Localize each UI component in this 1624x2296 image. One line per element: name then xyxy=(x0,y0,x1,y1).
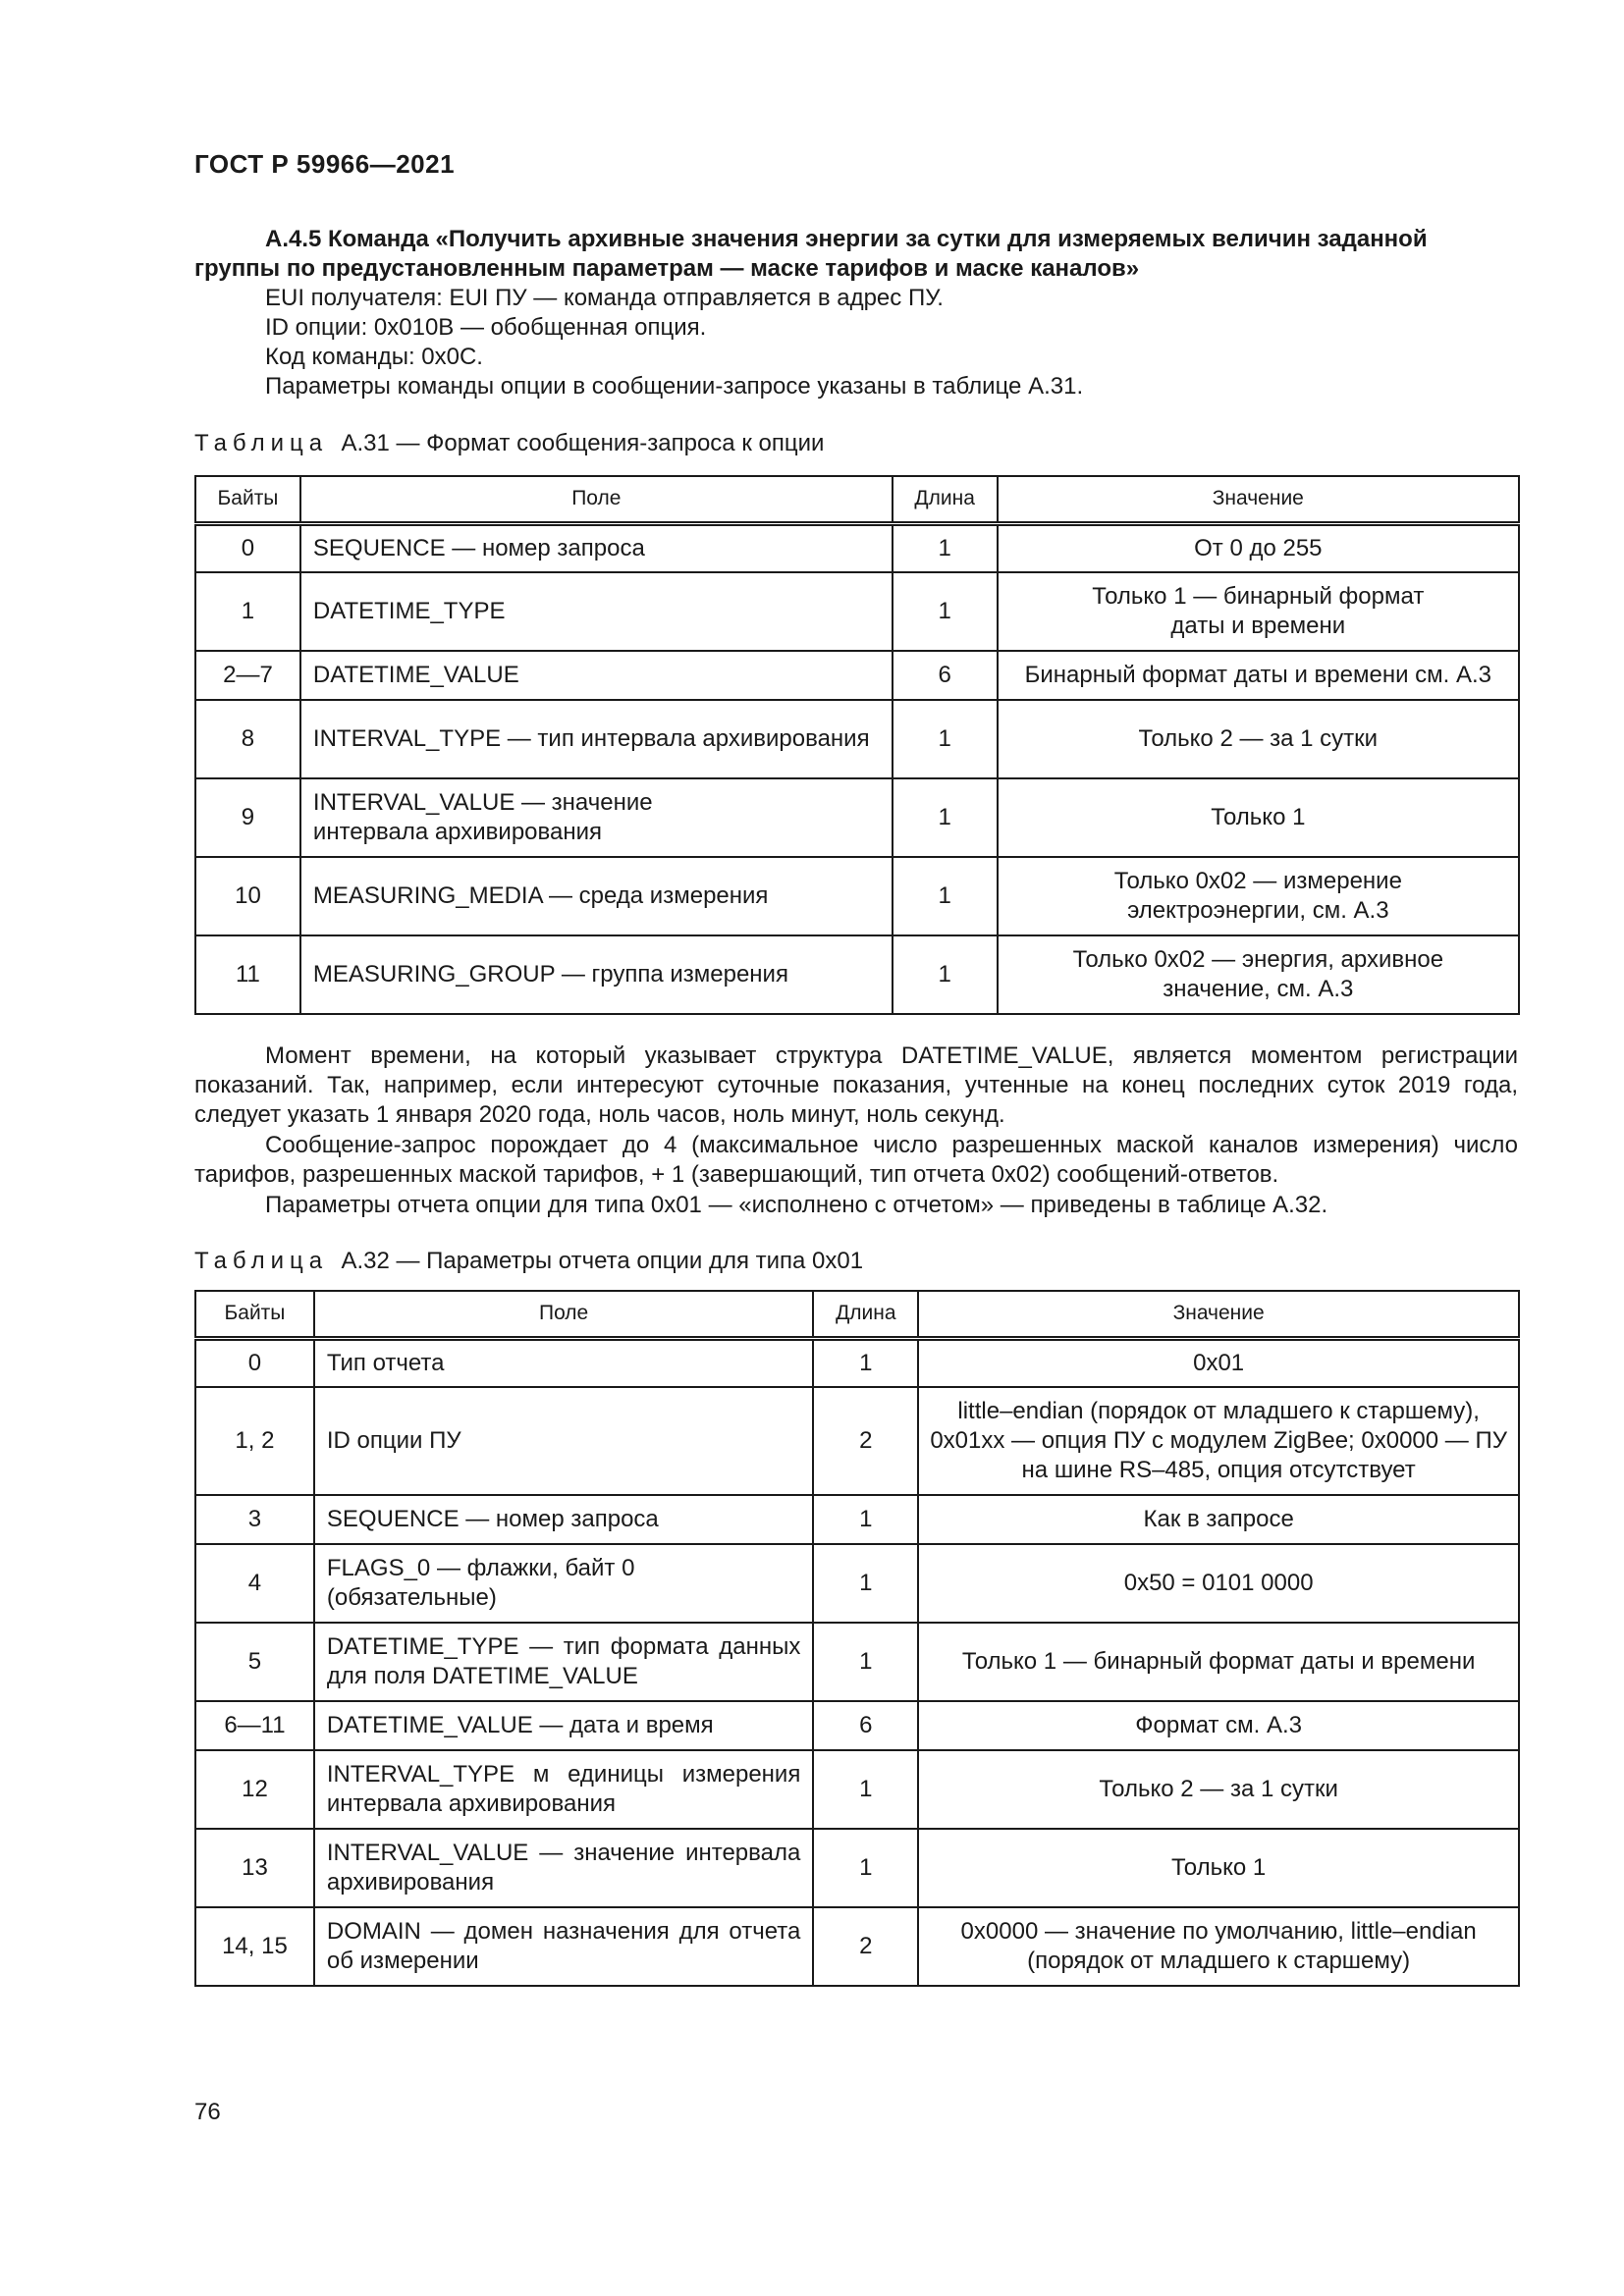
cell-value: Только 1 xyxy=(918,1829,1519,1907)
cell-field: FLAGS_0 — флажки, байт 0 (обязательные) xyxy=(314,1544,813,1623)
cell-field: DATETIME_VALUE xyxy=(300,651,893,700)
cell-field: INTERVAL_TYPE — тип интервала архивирования xyxy=(300,700,893,778)
cell-length: 2 xyxy=(813,1907,918,1986)
table-row xyxy=(195,1750,1519,1829)
table-row xyxy=(195,700,1519,778)
cell-bytes: 2—7 xyxy=(195,651,300,700)
cell-value: От 0 до 255 xyxy=(998,523,1519,572)
cell-value: Только 1 — бинарный формат даты и времени xyxy=(998,572,1519,651)
column-header: Длина xyxy=(813,1291,918,1338)
table-caption-text: А.31 — Формат сообщения-запроса к опции xyxy=(341,430,825,456)
table-row xyxy=(195,1829,1519,1907)
page-number: 76 xyxy=(194,2099,221,2125)
cell-bytes: 0 xyxy=(195,1338,314,1387)
cell-length: 1 xyxy=(893,935,998,1014)
cell-field: DATETIME_TYPE — тип формата данных для поля DATETIME_VALUE xyxy=(314,1623,813,1701)
cell-value: Бинарный формат даты и времени см. А.3 xyxy=(998,651,1519,700)
cell-field: INTERVAL_VALUE — значение интервала архивирования xyxy=(314,1829,813,1907)
cell-bytes: 5 xyxy=(195,1623,314,1701)
cell-length: 6 xyxy=(893,651,998,700)
table-row xyxy=(195,1701,1519,1750)
cell-value: Как в запросе xyxy=(918,1495,1519,1544)
cell-bytes: 0 xyxy=(195,523,300,572)
table-row xyxy=(195,1387,1519,1495)
cell-field: ID опции ПУ xyxy=(314,1387,813,1495)
column-header: Байты xyxy=(195,1291,314,1338)
cell-bytes: 12 xyxy=(195,1750,314,1829)
cell-value: Только 0x02 — энергия, архивное значение, см. А.3 xyxy=(998,935,1519,1014)
body-paragraph: Параметры отчета опции для типа 0x01 — «исполнено с отчетом» — приведены в таблице А.32. xyxy=(265,1192,1328,1218)
table-row xyxy=(195,1907,1519,1986)
standard-header: ГОСТ Р 59966—2021 xyxy=(194,149,456,179)
cell-value: Только 0x02 — измерение электроэнергии, см. А.3 xyxy=(998,857,1519,935)
cell-bytes: 13 xyxy=(195,1829,314,1907)
cell-field: INTERVAL_VALUE — значение интервала архивирования xyxy=(300,778,893,857)
column-header: Длина xyxy=(893,476,998,523)
cell-field: INTERVAL_TYPE м единицы измерения интервала архивирования xyxy=(314,1750,813,1829)
table-row xyxy=(195,935,1519,1014)
section-line: Код команды: 0x0C. xyxy=(265,344,483,370)
cell-bytes: 4 xyxy=(195,1544,314,1623)
column-header: Поле xyxy=(314,1291,813,1338)
cell-field: MEASURING_MEDIA — среда измерения xyxy=(300,857,893,935)
table-caption-word: Таблица xyxy=(194,430,329,456)
table-row xyxy=(195,778,1519,857)
cell-value: Только 1 xyxy=(998,778,1519,857)
cell-length: 1 xyxy=(813,1623,918,1701)
cell-bytes: 11 xyxy=(195,935,300,1014)
cell-bytes: 9 xyxy=(195,778,300,857)
table-row xyxy=(195,1338,1519,1387)
cell-field: Тип отчета xyxy=(314,1338,813,1387)
cell-bytes: 6—11 xyxy=(195,1701,314,1750)
cell-bytes: 3 xyxy=(195,1495,314,1544)
cell-bytes: 14, 15 xyxy=(195,1907,314,1986)
table-row xyxy=(195,523,1519,572)
cell-length: 1 xyxy=(893,700,998,778)
column-header: Поле xyxy=(300,476,893,523)
cell-field: SEQUENCE — номер запроса xyxy=(300,523,893,572)
table-row xyxy=(195,857,1519,935)
column-header: Значение xyxy=(918,1291,1519,1338)
cell-length: 2 xyxy=(813,1387,918,1495)
cell-bytes: 1, 2 xyxy=(195,1387,314,1495)
cell-length: 1 xyxy=(893,778,998,857)
table-caption xyxy=(194,1247,863,1276)
section-line: EUI получателя: EUI ПУ — команда отправляется в адрес ПУ. xyxy=(265,285,944,311)
cell-length: 1 xyxy=(813,1544,918,1623)
table-row xyxy=(195,1544,1519,1623)
cell-length: 1 xyxy=(813,1495,918,1544)
cell-value: little–endian (порядок от младшего к старшему), 0x01xx — опция ПУ с модулем ZigBee; 0x0000 — ПУ на шине RS–485, опция отсутствует xyxy=(918,1387,1519,1495)
cell-length: 6 xyxy=(813,1701,918,1750)
cell-value: 0x0000 — значение по умолчанию, little–endian (порядок от младшего к старшему) xyxy=(918,1907,1519,1986)
body-paragraph: Сообщение-запрос порождает до 4 (максимальное число разрешенных маской каналов измерения) число тарифов, разрешенных маской тарифов, + 1 (завершающий, тип отчета 0x02) сообщений-ответов. xyxy=(194,1132,1518,1188)
cell-bytes: 10 xyxy=(195,857,300,935)
table-row xyxy=(195,572,1519,651)
cell-value: 0x01 xyxy=(918,1338,1519,1387)
section-line: ID опции: 0x010B — обобщенная опция. xyxy=(265,314,707,341)
body-paragraph: Момент времени, на который указывает структура DATETIME_VALUE, является моментом регистрации показаний. Так, например, если интересуют суточные показания, учтенные на конец последних суток 2019 года, следует указать 1 января 2020 года, ноль часов, ноль минут, ноль секунд. xyxy=(194,1042,1518,1128)
cell-bytes: 1 xyxy=(195,572,300,651)
cell-value: Только 2 — за 1 сутки xyxy=(998,700,1519,778)
cell-length: 1 xyxy=(893,857,998,935)
cell-value: 0x50 = 0101 0000 xyxy=(918,1544,1519,1623)
cell-field: DATETIME_TYPE xyxy=(300,572,893,651)
cell-length: 1 xyxy=(813,1750,918,1829)
column-header: Значение xyxy=(998,476,1519,523)
cell-value: Только 1 — бинарный формат даты и времени xyxy=(918,1623,1519,1701)
cell-length: 1 xyxy=(893,572,998,651)
cell-field: MEASURING_GROUP — группа измерения xyxy=(300,935,893,1014)
cell-bytes: 8 xyxy=(195,700,300,778)
cell-value: Формат см. А.3 xyxy=(918,1701,1519,1750)
cell-length: 1 xyxy=(813,1338,918,1387)
table-caption-word: Таблица xyxy=(194,1248,329,1274)
table-caption xyxy=(194,429,824,458)
cell-field: SEQUENCE — номер запроса xyxy=(314,1495,813,1544)
section-heading: А.4.5 Команда «Получить архивные значения энергии за сутки для измеряемых величин заданной группы по предустановленным параметрам — маске тарифов и маске каналов» xyxy=(194,226,1428,282)
cell-value: Только 2 — за 1 сутки xyxy=(918,1750,1519,1829)
table-a32 xyxy=(194,1290,1520,1987)
table-row xyxy=(195,651,1519,700)
cell-field: DOMAIN — домен назначения для отчета об измерении xyxy=(314,1907,813,1986)
cell-length: 1 xyxy=(813,1829,918,1907)
section-line: Параметры команды опции в сообщении-запросе указаны в таблице А.31. xyxy=(265,373,1084,400)
table-row xyxy=(195,1495,1519,1544)
cell-length: 1 xyxy=(893,523,998,572)
table-a31 xyxy=(194,475,1520,1015)
table-row xyxy=(195,1623,1519,1701)
column-header: Байты xyxy=(195,476,300,523)
cell-field: DATETIME_VALUE — дата и время xyxy=(314,1701,813,1750)
table-caption-text: А.32 — Параметры отчета опции для типа 0x01 xyxy=(341,1248,864,1274)
